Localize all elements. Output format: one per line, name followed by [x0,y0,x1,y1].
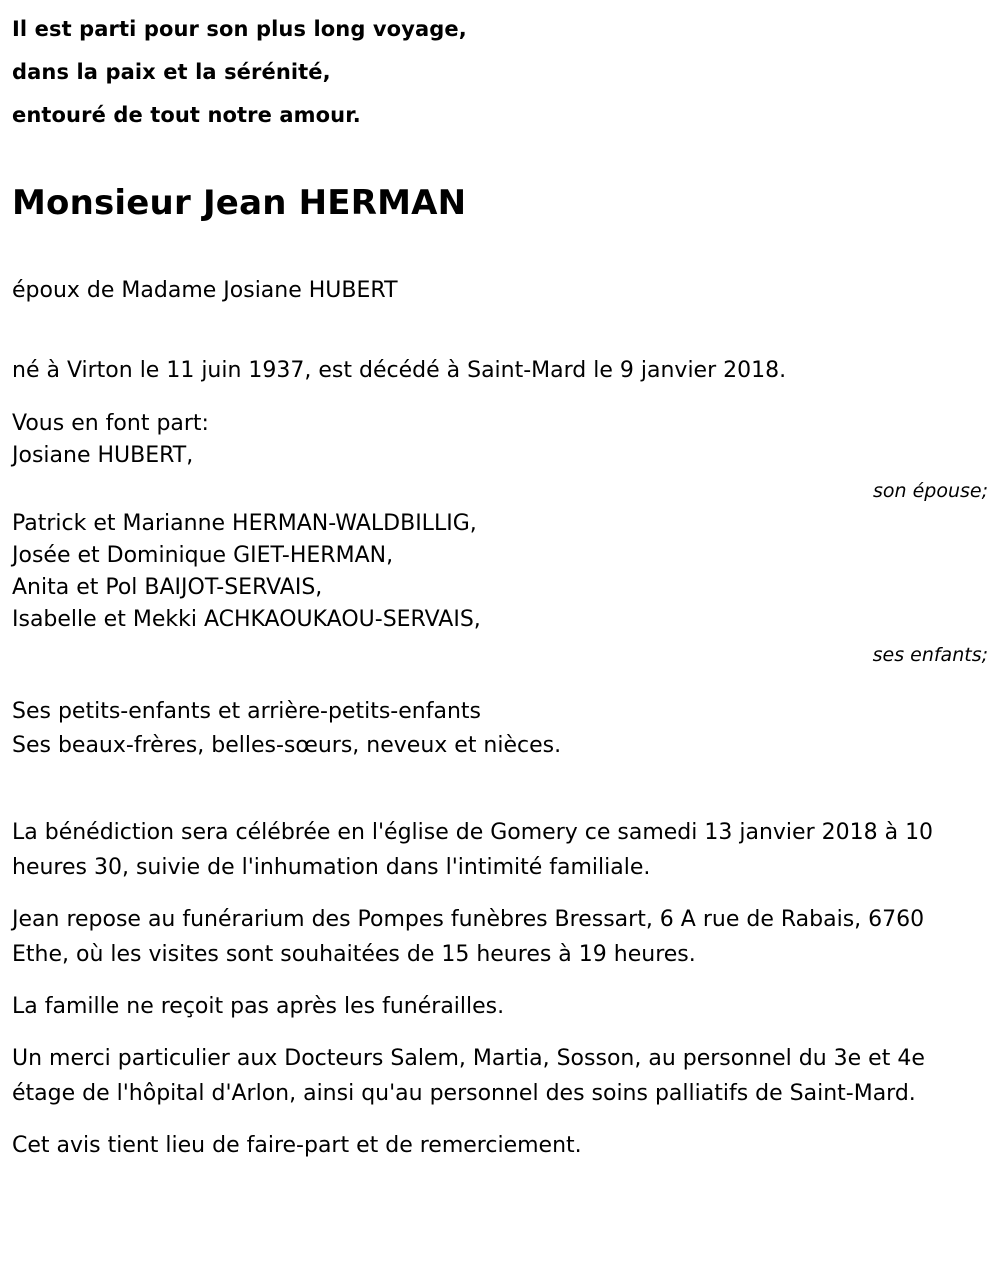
details-section [12,815,964,1163]
funeral-home-paragraph: Jean repose au funérarium des Pompes funèbres Bressart, 6 A rue de Rabais, 6760 Ethe, où les visites sont souhaitées de 15 heures à 19 heures. [12,907,925,967]
verse-line: dans la paix et la sérénité, [12,60,331,84]
relation-label-children: ses enfants; [872,644,988,666]
survivor-group-spouse [12,440,988,506]
other-relatives-line: Ses petits-enfants et arrière-petits-enfants [12,699,481,724]
announcement-intro: Vous en font part: [12,411,209,436]
thanks-paragraph: Un merci particulier aux Docteurs Salem, Martia, Sosson, au personnel du 3e et 4e étage de l'hôpital d'Arlon, ainsi qu'au personnel des soins palliatifs de Saint-Mard. [12,1046,925,1106]
other-relatives-line: Ses beaux-frères, belles-sœurs, neveux et nièces. [12,733,562,758]
closing-paragraph: Cet avis tient lieu de faire-part et de remerciement. [12,1133,582,1158]
spouse-of-line: époux de Madame Josiane HUBERT [12,278,398,303]
birth-death-line: né à Virton le 11 juin 1937, est décédé à Saint-Mard le 9 janvier 2018. [12,358,787,383]
survivor-name: Anita et Pol BAIJOT-SERVAIS, [12,575,323,600]
verse-line: entouré de tout notre amour. [12,103,361,127]
survivor-group-children [12,508,988,670]
survivor-name: Isabelle et Mekki ACHKAOUKAOU-SERVAIS, [12,607,481,632]
survivor-name: Josiane HUBERT, [12,443,194,468]
verse-line: Il est parti pour son plus long voyage, [12,17,467,41]
survivor-name: Patrick et Marianne HERMAN-WALDBILLIG, [12,511,477,536]
reception-notice-paragraph: La famille ne reçoit pas après les funérailles. [12,994,505,1019]
survivor-name: Josée et Dominique GIET-HERMAN, [12,543,394,568]
relation-label-spouse: son épouse; [872,480,988,502]
memorial-verse [12,8,942,137]
other-relatives [12,695,972,763]
ceremony-paragraph: La bénédiction sera célébrée en l'église de Gomery ce samedi 13 janvier 2018 à 10 heures 30, suivie de l'inhumation dans l'intimité familiale. [12,820,934,880]
deceased-name: Monsieur Jean HERMAN [12,183,467,223]
